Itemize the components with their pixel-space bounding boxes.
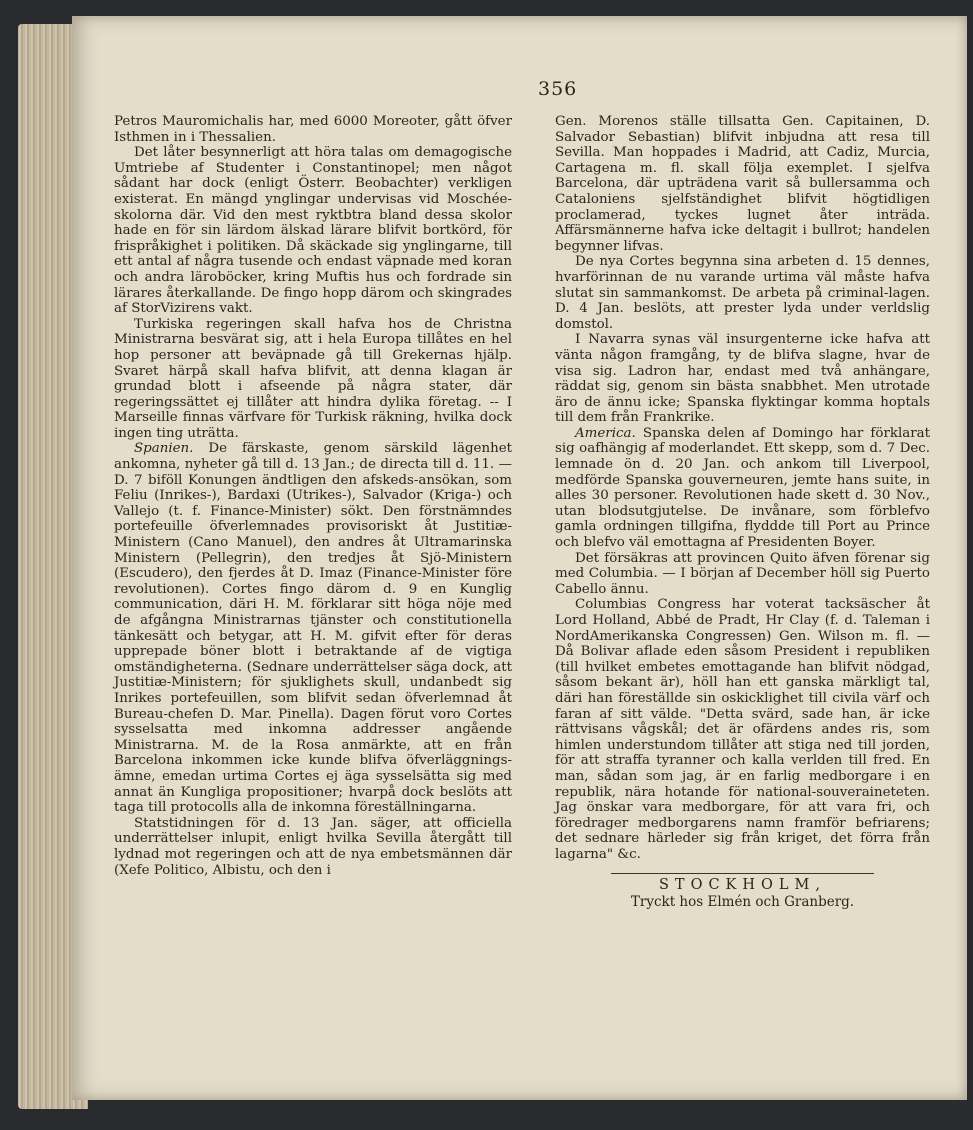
paragraph-text: Turkiska regeringen skall hafva hos de Christna Ministrarna besvärat sig, att i hela Europa tillåtes en hel hop personer att beväpnade gå till Grekernas hjälp. Svaret härpå skall hafva blifvit, att denna klagan är grundad blott i afseende på några stater, där regeringssättet ej tillåter att hindra dylika företag. -- I Marseille finnas värfvare för Turkisk räkning, hvilka dock ingen ting uträtta.	[114, 316, 512, 441]
paragraph	[555, 332, 930, 426]
section-heading: Spanien.	[134, 441, 194, 457]
book-page	[72, 16, 967, 1100]
paragraph-text: De nya Cortes begynna sina arbeten d. 15 dennes, hvarförinnan de nu varande urtima väl måste hafva slutat sin sammankomst. De arbeta på criminal-lagen. D. 4 Jan. beslöts, att prester lyda under verldslig domstol.	[555, 254, 930, 332]
imprint-divider	[611, 873, 874, 874]
imprint-city: STOCKHOLM,	[658, 876, 827, 893]
paragraph	[555, 426, 930, 551]
paragraph-text: Statstidningen för d. 13 Jan. säger, att officiella underrättelser inlupit, enligt hvilka Sevilla återgått till lydnad mot regeringen och att de nya embetsmännen där (Xefe Politico, Albistu, och den i	[114, 815, 512, 878]
paragraph-text: Columbias Congress har voterat tacksäscher åt Lord Holland, Abbé de Pradt, Hr Clay (f. d. Taleman i NordAmerikanska Congressen) Gen. Wilson m. fl. — Då Bolivar aflade eden såsom President i republiken (till hvilket embetes emottagande han blifvit nödgad, såsom bekant är), höll han ett ganska märkligt tal, däri han föreställde sin oskicklighet till civila värf och faran af sitt välde. "Detta svärd, sade han, är icke rättvisans vågskål; det är ofärdens andes ris, som himlen understundom tillåter att stiga ned till jorden, för att straffa tyranner och kalla verlden till fred. En man, sådan som jag, är en farlig medborgare i en republik, nära hotande för national-souveraineteten. Jag önskar vara medborgare, för att vara fri, och föredrager medborgarens namn framför befriarens; det sednare härleder sig från kriget, det förra från lagarna" &c.	[555, 597, 930, 862]
paragraph	[555, 551, 930, 598]
paragraph	[114, 317, 512, 442]
paragraph	[555, 254, 930, 332]
paragraph-text: I Navarra synas väl insurgenterne icke hafva att vänta någon framgång, ty de blifva slagne, hvar de visa sig. Ladron har, endast med två anhängare, räddat sig, genom sin bästa snabbhet. Men utrotade äro de ännu icke; Spanska flyktingar komma hoptals till dem från Frankrike.	[555, 332, 930, 426]
paragraph	[555, 114, 930, 254]
paragraph-text: De färskaste, genom särskild lägenhet ankomna, nyheter gå till d. 13 Jan.; de directa till d. 11. — D. 7 biföll Konungen ändtligen den afskeds-ansökan, som Feliu (Inrikes-), Bardaxi (Utrikes-), Salvador (Kriga-) och Vallejo (t. f. Finance-Minister) sökt. Den förstnämndes portefeuille öfverlemnades provisoriskt åt Justitiæ-Ministern (Cano Manuel), den andres åt Ultramarinska Ministern (Pellegrin), den tredjes åt Sjö-Ministern (Escudero), den fjerdes åt D. Imaz (Finance-Minister före revolutionen). Cortes fingo därom d. 9 en Kunglig communication, däri H. M. förklarar sitt höga nöje med de afgångna Ministrarnas tjänster och constitutionella tänkesätt och betygar, att H. M. gifvit efter för deras upprepade böner blott i betraktande af de vigtiga omständigheterna. (Sednare underrättelser säga dock, att Justitiæ-Ministern; för sjuklighets skull, undanbedt sig Inrikes portefeuillen, som blifvit sedan öfverlemnad åt Bureau-chefen D. Mar. Pinella). Dagen förut voro Cortes sysselsatta med inkomna addresser angående Ministrarna. M. de la Rosa anmärkte, att en från Barcelona inkommen icke kunde blifva öfverläggnings-ämne, emedan urtima Cortes ej äga sysselsätta sig med annat än Kungliga propositioner; hvarpå dock beslöts att taga till protocolls alla de inkomna föreställningarna.	[114, 441, 512, 816]
paragraph	[114, 145, 512, 317]
imprint-printer: Tryckt hos Elmén och Granberg.	[630, 894, 855, 911]
right-paragraphs	[555, 114, 930, 863]
paragraph	[114, 114, 512, 145]
paragraph-text: Det försäkras att provincen Quito äfven förenar sig med Columbia. — I början af December höll sig Puerto Cabello ännu.	[555, 550, 930, 597]
paragraph	[555, 597, 930, 862]
section-heading: America.	[575, 425, 636, 441]
paragraph-text: Det låter besynnerligt att höra talas om demagogische Umtriebe af Studenter i Constantinopel; men något sådant har dock (enligt Österr. Beobachter) verkligen existerat. En mängd ynglingar undervisas vid Moschée-skolorna där. Vid den mest ryktbtra bland dessa skolor hade en för sin lärdom älskad lärare blifvit bortkörd, för frispråkighet i politiken. Då skäckade sig ynglingarne, till ett antal af några tusende och endast väpnade med koran och andra läroböcker, kring Muftis hus och fordrade sin lärares återkallande. De fingo hopp därom och skingrades af StorVizirens vakt.	[114, 145, 512, 317]
right-text-column	[555, 114, 930, 911]
paragraph	[114, 816, 512, 878]
left-text-column	[114, 114, 512, 878]
page-number: 356	[538, 78, 578, 100]
paragraph	[114, 441, 512, 815]
paragraph-text: Spanska delen af Domingo har förklarat sig oafhängig af moderlandet. Ett skepp, som d. 7 Dec. lemnade ön d. 20 Jan. och ankom till Liverpool, medförde Spanska gouverneuren, jemte hans suite, in alles 30 personer. Revolutionen hade skett d. 30 Nov., utan blodsutgjutelse. De invånare, som förblefvo gamla ordningen tillgifna, flyddde till Port au Prince och blefvo väl emottagna af Presidenten Boyer.	[555, 425, 930, 551]
paragraph-text: Gen. Morenos ställe tillsatta Gen. Capitainen, D. Salvador Sebastian) blifvit inbjudna att resa till Sevilla. Man hoppades i Madrid, att Cadiz, Murcia, Cartagena m. fl. skall följa exemplet. I sjelfva Barcelona, där upträdena varit så bullersamma och Cataloniens sjelfständighet blifvit högtidligen proclamerad, tyckes lugnet åter inträda. Affärsmännerne hafva icke deltagit i bullrot; handelen begynner lifvas.	[555, 114, 930, 254]
paragraph-text: Petros Mauromichalis har, med 6000 Moreoter, gått öfver Isthmen in i Thessalien.	[114, 114, 512, 145]
